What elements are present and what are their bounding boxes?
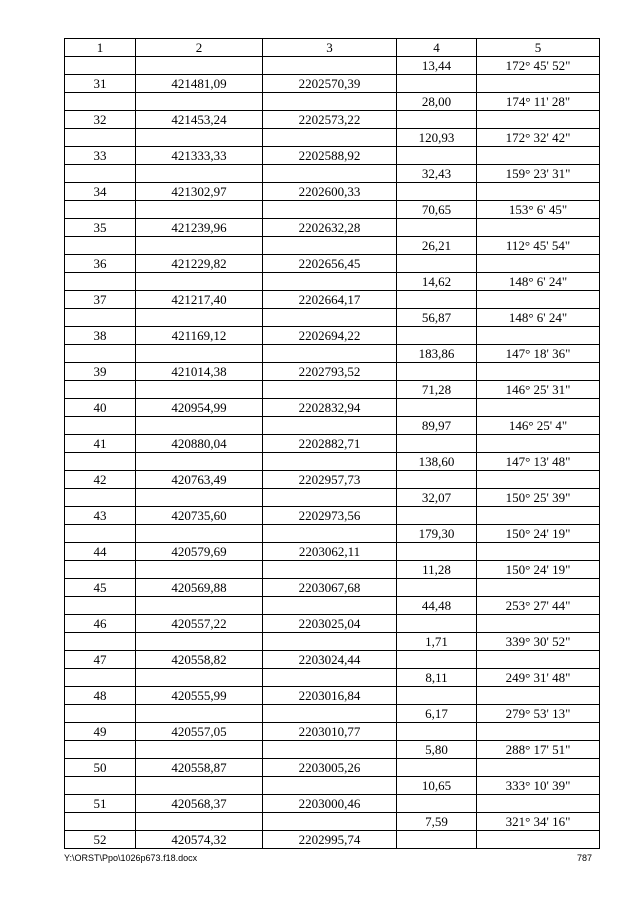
bearing-cell <box>477 219 600 237</box>
x-coordinate-cell: 420569,88 <box>136 579 263 597</box>
point-number-cell <box>65 633 136 651</box>
y-coordinate-cell <box>263 741 397 759</box>
bearing-cell: 147° 18' 36" <box>477 345 600 363</box>
x-coordinate-cell: 421333,33 <box>136 147 263 165</box>
bearing-cell: 148° 6' 24" <box>477 273 600 291</box>
bearing-cell <box>477 111 600 129</box>
y-coordinate-cell: 2202573,22 <box>263 111 397 129</box>
table-row <box>65 417 600 435</box>
header-cell-5: 5 <box>477 39 600 57</box>
point-number-cell: 35 <box>65 219 136 237</box>
distance-cell: 120,93 <box>397 129 477 147</box>
point-number-cell: 44 <box>65 543 136 561</box>
table-row <box>65 183 600 201</box>
point-number-cell <box>65 57 136 75</box>
x-coordinate-cell <box>136 309 263 327</box>
distance-cell: 1,71 <box>397 633 477 651</box>
y-coordinate-cell: 2202793,52 <box>263 363 397 381</box>
bearing-cell <box>477 327 600 345</box>
bearing-cell <box>477 723 600 741</box>
distance-cell: 14,62 <box>397 273 477 291</box>
point-number-cell <box>65 417 136 435</box>
y-coordinate-cell: 2202600,33 <box>263 183 397 201</box>
x-coordinate-cell <box>136 129 263 147</box>
point-number-cell: 39 <box>65 363 136 381</box>
distance-cell <box>397 795 477 813</box>
table-row <box>65 453 600 471</box>
table-row <box>65 471 600 489</box>
point-number-cell: 37 <box>65 291 136 309</box>
point-number-cell: 43 <box>65 507 136 525</box>
point-number-cell: 51 <box>65 795 136 813</box>
x-coordinate-cell <box>136 489 263 507</box>
point-number-cell <box>65 165 136 183</box>
y-coordinate-cell <box>263 237 397 255</box>
x-coordinate-cell <box>136 597 263 615</box>
table-row <box>65 651 600 669</box>
x-coordinate-cell: 420579,69 <box>136 543 263 561</box>
point-number-cell <box>65 597 136 615</box>
table-row <box>65 669 600 687</box>
y-coordinate-cell: 2202957,73 <box>263 471 397 489</box>
header-cell-2: 2 <box>136 39 263 57</box>
bearing-cell: 148° 6' 24" <box>477 309 600 327</box>
distance-cell: 11,28 <box>397 561 477 579</box>
bearing-cell <box>477 831 600 849</box>
y-coordinate-cell: 2203010,77 <box>263 723 397 741</box>
point-number-cell <box>65 525 136 543</box>
table-row <box>65 507 600 525</box>
distance-cell <box>397 579 477 597</box>
x-coordinate-cell: 420568,37 <box>136 795 263 813</box>
bearing-cell <box>477 795 600 813</box>
table-row <box>65 831 600 849</box>
distance-cell <box>397 615 477 633</box>
table-row <box>65 93 600 111</box>
bearing-cell <box>477 147 600 165</box>
table-row <box>65 309 600 327</box>
y-coordinate-cell: 2203025,04 <box>263 615 397 633</box>
table-row <box>65 813 600 831</box>
bearing-cell: 172° 32' 42" <box>477 129 600 147</box>
point-number-cell <box>65 489 136 507</box>
x-coordinate-cell <box>136 777 263 795</box>
distance-cell <box>397 471 477 489</box>
bearing-cell <box>477 543 600 561</box>
bearing-cell: 159° 23' 31" <box>477 165 600 183</box>
x-coordinate-cell <box>136 453 263 471</box>
x-coordinate-cell <box>136 57 263 75</box>
footer-page-number: 787 <box>577 853 593 863</box>
table-row <box>65 129 600 147</box>
point-number-cell: 45 <box>65 579 136 597</box>
table-row <box>65 237 600 255</box>
table-row <box>65 111 600 129</box>
table-row <box>65 381 600 399</box>
x-coordinate-cell: 420763,49 <box>136 471 263 489</box>
table-row <box>65 579 600 597</box>
distance-cell <box>397 687 477 705</box>
table-header-row <box>65 39 600 57</box>
y-coordinate-cell <box>263 93 397 111</box>
bearing-cell: 249° 31' 48" <box>477 669 600 687</box>
point-number-cell: 48 <box>65 687 136 705</box>
distance-cell <box>397 183 477 201</box>
table-row <box>65 327 600 345</box>
table-row <box>65 489 600 507</box>
point-number-cell: 47 <box>65 651 136 669</box>
table-row <box>65 543 600 561</box>
bearing-cell <box>477 363 600 381</box>
x-coordinate-cell: 420735,60 <box>136 507 263 525</box>
y-coordinate-cell: 2203005,26 <box>263 759 397 777</box>
x-coordinate-cell <box>136 345 263 363</box>
bearing-cell: 147° 13' 48" <box>477 453 600 471</box>
y-coordinate-cell: 2203016,84 <box>263 687 397 705</box>
distance-cell <box>397 111 477 129</box>
x-coordinate-cell <box>136 381 263 399</box>
x-coordinate-cell <box>136 273 263 291</box>
x-coordinate-cell <box>136 237 263 255</box>
table-row <box>65 633 600 651</box>
bearing-cell <box>477 435 600 453</box>
y-coordinate-cell <box>263 345 397 363</box>
table-row <box>65 687 600 705</box>
point-number-cell: 41 <box>65 435 136 453</box>
distance-cell <box>397 255 477 273</box>
footer-file-path: Y:\ORST\Ppo\1026p673.f18.docx <box>64 853 198 863</box>
bearing-cell: 339° 30' 52" <box>477 633 600 651</box>
y-coordinate-cell <box>263 453 397 471</box>
point-number-cell: 50 <box>65 759 136 777</box>
x-coordinate-cell: 420880,04 <box>136 435 263 453</box>
y-coordinate-cell: 2202973,56 <box>263 507 397 525</box>
table-row <box>65 777 600 795</box>
table-row <box>65 165 600 183</box>
point-number-cell <box>65 741 136 759</box>
bearing-cell <box>477 759 600 777</box>
table-row <box>65 597 600 615</box>
point-number-cell <box>65 705 136 723</box>
table-row <box>65 723 600 741</box>
x-coordinate-cell: 420558,87 <box>136 759 263 777</box>
bearing-cell: 146° 25' 31" <box>477 381 600 399</box>
table-row <box>65 741 600 759</box>
bearing-cell: 253° 27' 44" <box>477 597 600 615</box>
bearing-cell: 172° 45' 52" <box>477 57 600 75</box>
table-body <box>65 39 600 849</box>
bearing-cell <box>477 291 600 309</box>
x-coordinate-cell <box>136 561 263 579</box>
point-number-cell: 34 <box>65 183 136 201</box>
table-row <box>65 147 600 165</box>
x-coordinate-cell: 420557,22 <box>136 615 263 633</box>
distance-cell: 8,11 <box>397 669 477 687</box>
point-number-cell <box>65 237 136 255</box>
distance-cell: 6,17 <box>397 705 477 723</box>
distance-cell <box>397 759 477 777</box>
point-number-cell <box>65 201 136 219</box>
x-coordinate-cell: 421239,96 <box>136 219 263 237</box>
table-row <box>65 525 600 543</box>
bearing-cell: 333° 10' 39" <box>477 777 600 795</box>
bearing-cell: 288° 17' 51" <box>477 741 600 759</box>
distance-cell <box>397 75 477 93</box>
point-number-cell <box>65 93 136 111</box>
y-coordinate-cell: 2202832,94 <box>263 399 397 417</box>
bearing-cell <box>477 687 600 705</box>
y-coordinate-cell <box>263 309 397 327</box>
point-number-cell <box>65 129 136 147</box>
table-row <box>65 255 600 273</box>
table-row <box>65 561 600 579</box>
table-row <box>65 399 600 417</box>
y-coordinate-cell <box>263 129 397 147</box>
distance-cell: 138,60 <box>397 453 477 471</box>
y-coordinate-cell: 2202570,39 <box>263 75 397 93</box>
table-row <box>65 795 600 813</box>
bearing-cell: 150° 24' 19" <box>477 525 600 543</box>
y-coordinate-cell: 2202664,17 <box>263 291 397 309</box>
x-coordinate-cell: 421453,24 <box>136 111 263 129</box>
point-number-cell: 33 <box>65 147 136 165</box>
x-coordinate-cell <box>136 633 263 651</box>
x-coordinate-cell: 421302,97 <box>136 183 263 201</box>
point-number-cell <box>65 561 136 579</box>
coordinates-table <box>64 38 600 849</box>
y-coordinate-cell <box>263 273 397 291</box>
y-coordinate-cell: 2202882,71 <box>263 435 397 453</box>
distance-cell: 32,07 <box>397 489 477 507</box>
point-number-cell: 49 <box>65 723 136 741</box>
point-number-cell <box>65 777 136 795</box>
x-coordinate-cell: 421169,12 <box>136 327 263 345</box>
y-coordinate-cell: 2202995,74 <box>263 831 397 849</box>
table-row <box>65 273 600 291</box>
y-coordinate-cell: 2203067,68 <box>263 579 397 597</box>
bearing-cell <box>477 75 600 93</box>
table-row <box>65 363 600 381</box>
point-number-cell <box>65 813 136 831</box>
y-coordinate-cell: 2203024,44 <box>263 651 397 669</box>
x-coordinate-cell: 420954,99 <box>136 399 263 417</box>
bearing-cell: 150° 24' 19" <box>477 561 600 579</box>
table-row <box>65 345 600 363</box>
x-coordinate-cell <box>136 93 263 111</box>
bearing-cell <box>477 399 600 417</box>
distance-cell <box>397 651 477 669</box>
x-coordinate-cell <box>136 525 263 543</box>
y-coordinate-cell <box>263 381 397 399</box>
point-number-cell: 31 <box>65 75 136 93</box>
x-coordinate-cell: 421481,09 <box>136 75 263 93</box>
y-coordinate-cell <box>263 705 397 723</box>
y-coordinate-cell <box>263 57 397 75</box>
y-coordinate-cell: 2203000,46 <box>263 795 397 813</box>
bearing-cell <box>477 579 600 597</box>
x-coordinate-cell: 420574,32 <box>136 831 263 849</box>
x-coordinate-cell <box>136 813 263 831</box>
distance-cell <box>397 147 477 165</box>
point-number-cell: 42 <box>65 471 136 489</box>
header-cell-4: 4 <box>397 39 477 57</box>
distance-cell: 44,48 <box>397 597 477 615</box>
point-number-cell: 38 <box>65 327 136 345</box>
x-coordinate-cell: 420555,99 <box>136 687 263 705</box>
point-number-cell <box>65 345 136 363</box>
y-coordinate-cell <box>263 597 397 615</box>
x-coordinate-cell <box>136 741 263 759</box>
point-number-cell <box>65 381 136 399</box>
table-row <box>65 57 600 75</box>
distance-cell: 7,59 <box>397 813 477 831</box>
y-coordinate-cell: 2202656,45 <box>263 255 397 273</box>
distance-cell: 56,87 <box>397 309 477 327</box>
point-number-cell <box>65 309 136 327</box>
y-coordinate-cell <box>263 777 397 795</box>
bearing-cell <box>477 183 600 201</box>
table-row <box>65 75 600 93</box>
bearing-cell: 112° 45' 54" <box>477 237 600 255</box>
x-coordinate-cell: 421014,38 <box>136 363 263 381</box>
distance-cell <box>397 291 477 309</box>
point-number-cell: 46 <box>65 615 136 633</box>
y-coordinate-cell <box>263 561 397 579</box>
point-number-cell: 36 <box>65 255 136 273</box>
point-number-cell <box>65 273 136 291</box>
point-number-cell <box>65 669 136 687</box>
y-coordinate-cell: 2202588,92 <box>263 147 397 165</box>
y-coordinate-cell <box>263 633 397 651</box>
bearing-cell <box>477 471 600 489</box>
table-row <box>65 291 600 309</box>
y-coordinate-cell: 2203062,11 <box>263 543 397 561</box>
distance-cell: 26,21 <box>397 237 477 255</box>
table-row <box>65 201 600 219</box>
table-row <box>65 615 600 633</box>
bearing-cell <box>477 507 600 525</box>
bearing-cell: 146° 25' 4" <box>477 417 600 435</box>
y-coordinate-cell <box>263 813 397 831</box>
distance-cell: 5,80 <box>397 741 477 759</box>
header-cell-1: 1 <box>65 39 136 57</box>
distance-cell: 179,30 <box>397 525 477 543</box>
y-coordinate-cell <box>263 201 397 219</box>
distance-cell: 183,86 <box>397 345 477 363</box>
y-coordinate-cell <box>263 669 397 687</box>
bearing-cell <box>477 651 600 669</box>
distance-cell <box>397 723 477 741</box>
point-number-cell: 52 <box>65 831 136 849</box>
table-row <box>65 435 600 453</box>
distance-cell <box>397 327 477 345</box>
x-coordinate-cell <box>136 417 263 435</box>
bearing-cell: 150° 25' 39" <box>477 489 600 507</box>
point-number-cell: 32 <box>65 111 136 129</box>
distance-cell: 89,97 <box>397 417 477 435</box>
distance-cell: 28,00 <box>397 93 477 111</box>
y-coordinate-cell <box>263 165 397 183</box>
point-number-cell: 40 <box>65 399 136 417</box>
x-coordinate-cell <box>136 201 263 219</box>
y-coordinate-cell: 2202632,28 <box>263 219 397 237</box>
x-coordinate-cell: 420557,05 <box>136 723 263 741</box>
distance-cell: 32,43 <box>397 165 477 183</box>
distance-cell: 10,65 <box>397 777 477 795</box>
distance-cell <box>397 219 477 237</box>
header-cell-3: 3 <box>263 39 397 57</box>
x-coordinate-cell: 421217,40 <box>136 291 263 309</box>
distance-cell <box>397 507 477 525</box>
bearing-cell: 153° 6' 45" <box>477 201 600 219</box>
bearing-cell: 279° 53' 13" <box>477 705 600 723</box>
x-coordinate-cell <box>136 669 263 687</box>
bearing-cell <box>477 615 600 633</box>
x-coordinate-cell: 421229,82 <box>136 255 263 273</box>
y-coordinate-cell <box>263 525 397 543</box>
distance-cell <box>397 543 477 561</box>
y-coordinate-cell <box>263 417 397 435</box>
x-coordinate-cell: 420558,82 <box>136 651 263 669</box>
distance-cell <box>397 399 477 417</box>
point-number-cell <box>65 453 136 471</box>
table-row <box>65 705 600 723</box>
x-coordinate-cell <box>136 705 263 723</box>
table-row <box>65 219 600 237</box>
y-coordinate-cell: 2202694,22 <box>263 327 397 345</box>
distance-cell: 71,28 <box>397 381 477 399</box>
distance-cell <box>397 435 477 453</box>
distance-cell: 13,44 <box>397 57 477 75</box>
distance-cell: 70,65 <box>397 201 477 219</box>
table-row <box>65 759 600 777</box>
y-coordinate-cell <box>263 489 397 507</box>
bearing-cell: 321° 34' 16" <box>477 813 600 831</box>
bearing-cell <box>477 255 600 273</box>
distance-cell <box>397 363 477 381</box>
bearing-cell: 174° 11' 28" <box>477 93 600 111</box>
x-coordinate-cell <box>136 165 263 183</box>
distance-cell <box>397 831 477 849</box>
